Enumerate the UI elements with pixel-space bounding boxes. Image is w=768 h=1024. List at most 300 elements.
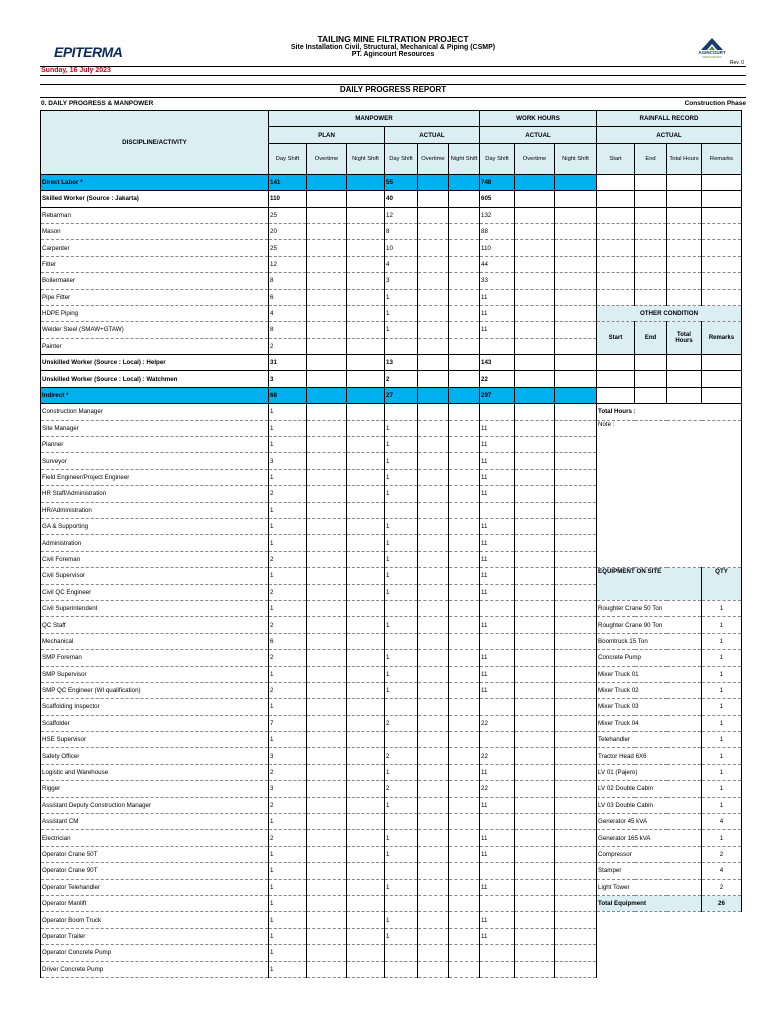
actual-night-shift xyxy=(449,338,480,354)
hours-night-shift xyxy=(555,518,597,534)
hours-night-shift xyxy=(555,732,597,748)
spacer xyxy=(597,945,742,961)
equipment-qty: 1 xyxy=(702,748,742,764)
actual-night-shift xyxy=(449,797,480,813)
column-header: Day Shift xyxy=(385,143,418,174)
plan-overtime xyxy=(307,781,347,797)
column-header: Remarks xyxy=(702,143,742,174)
plan-night-shift xyxy=(347,535,385,551)
actual-overtime xyxy=(418,797,449,813)
actual-overtime xyxy=(418,879,449,895)
equipment-qty: 4 xyxy=(702,863,742,879)
activity-name: Painter xyxy=(41,338,269,354)
hours-night-shift xyxy=(555,895,597,911)
plan-day-shift: 110 xyxy=(269,191,307,207)
plan-overtime xyxy=(307,404,347,420)
hours-night-shift xyxy=(555,240,597,256)
actual-overtime xyxy=(418,781,449,797)
hours-day-shift: 22 xyxy=(480,371,515,387)
hours-day-shift: 11 xyxy=(480,584,515,600)
plan-night-shift xyxy=(347,568,385,584)
rainfall-cell xyxy=(702,223,742,239)
rainfall-cell xyxy=(597,273,635,289)
other-condition-title: OTHER CONDITION xyxy=(597,305,742,321)
actual-day-shift: 1 xyxy=(385,420,418,436)
plan-night-shift xyxy=(347,338,385,354)
plan-day-shift: 7 xyxy=(269,715,307,731)
hours-day-shift: 11 xyxy=(480,420,515,436)
plan-day-shift: 6 xyxy=(269,289,307,305)
rainfall-cell xyxy=(597,223,635,239)
plan-day-shift: 8 xyxy=(269,273,307,289)
hours-overtime xyxy=(515,371,555,387)
equipment-qty: 1 xyxy=(702,633,742,649)
actual-night-shift xyxy=(449,682,480,698)
divider xyxy=(40,66,746,67)
actual-overtime xyxy=(418,535,449,551)
plan-night-shift xyxy=(347,240,385,256)
hours-day-shift: 11 xyxy=(480,486,515,502)
phase-label: Construction Phase xyxy=(684,100,746,107)
company-name: PT. Agincourt Resources xyxy=(351,51,435,58)
equipment-qty: 1 xyxy=(702,715,742,731)
hours-day-shift xyxy=(480,404,515,420)
table-row xyxy=(41,633,742,649)
plan-overtime xyxy=(307,633,347,649)
activity-name: Driver Concrete Pump xyxy=(41,961,269,977)
column-header: End xyxy=(635,143,667,174)
actual-night-shift xyxy=(449,535,480,551)
actual-overtime xyxy=(418,371,449,387)
actual-night-shift xyxy=(449,666,480,682)
hours-day-shift: 11 xyxy=(480,322,515,338)
plan-night-shift xyxy=(347,486,385,502)
table-row xyxy=(41,240,742,256)
actual-night-shift xyxy=(449,453,480,469)
plan-night-shift xyxy=(347,797,385,813)
actual-overtime xyxy=(418,961,449,977)
actual-overtime xyxy=(418,846,449,862)
plan-overtime xyxy=(307,666,347,682)
plan-overtime xyxy=(307,732,347,748)
rainfall-cell xyxy=(667,174,702,190)
plan-overtime xyxy=(307,863,347,879)
activity-name: Safety Officer xyxy=(41,748,269,764)
plan-day-shift: 1 xyxy=(269,568,307,584)
equipment-name: Generator 165 kVA xyxy=(597,830,702,846)
rainfall-cell xyxy=(667,191,702,207)
plan-night-shift xyxy=(347,174,385,190)
activity-name: Planner xyxy=(41,437,269,453)
hours-night-shift xyxy=(555,404,597,420)
plan-day-shift: 1 xyxy=(269,945,307,961)
hours-night-shift xyxy=(555,191,597,207)
actual-day-shift: 1 xyxy=(385,650,418,666)
activity-name: Indirect * xyxy=(41,387,269,403)
rainfall-cell xyxy=(667,273,702,289)
plan-day-shift: 1 xyxy=(269,912,307,928)
activity-name: Rebarman xyxy=(41,207,269,223)
table-row xyxy=(41,830,742,846)
activity-name: Mason xyxy=(41,223,269,239)
work-hours-header: WORK HOURS xyxy=(480,111,597,127)
hours-night-shift xyxy=(555,256,597,272)
hours-day-shift: 11 xyxy=(480,617,515,633)
plan-day-shift: 3 xyxy=(269,371,307,387)
plan-overtime xyxy=(307,617,347,633)
plan-overtime xyxy=(307,830,347,846)
actual-day-shift: 3 xyxy=(385,273,418,289)
plan-overtime xyxy=(307,814,347,830)
plan-overtime xyxy=(307,961,347,977)
table-row xyxy=(41,568,742,584)
actual-day-shift xyxy=(385,338,418,354)
activity-name: Operator Manlift xyxy=(41,895,269,911)
actual-overtime xyxy=(418,830,449,846)
hours-night-shift xyxy=(555,715,597,731)
report-date: Sunday, 16 July 2023 xyxy=(41,67,111,74)
hours-overtime xyxy=(515,699,555,715)
plan-day-shift: 2 xyxy=(269,797,307,813)
plan-overtime xyxy=(307,715,347,731)
hours-day-shift: 11 xyxy=(480,453,515,469)
hours-day-shift: 11 xyxy=(480,797,515,813)
actual-night-shift xyxy=(449,895,480,911)
equipment-title: EQUIPMENT ON SITE xyxy=(597,568,702,601)
divider xyxy=(40,97,746,98)
actual-overtime xyxy=(418,289,449,305)
hours-night-shift xyxy=(555,945,597,961)
table-row xyxy=(41,912,742,928)
actual-night-shift xyxy=(449,502,480,518)
table-row xyxy=(41,699,742,715)
hours-overtime xyxy=(515,895,555,911)
actual-overtime xyxy=(418,453,449,469)
table-row xyxy=(41,600,742,616)
plan-night-shift xyxy=(347,617,385,633)
project-subtitle: Site Installation Civil, Structural, Mechanical & Piping (CSMP) xyxy=(290,44,496,51)
note-label: Note : xyxy=(597,420,742,568)
actual-overtime xyxy=(418,273,449,289)
plan-night-shift xyxy=(347,879,385,895)
hours-overtime xyxy=(515,355,555,371)
plan-day-shift: 1 xyxy=(269,600,307,616)
hours-day-shift: 11 xyxy=(480,846,515,862)
plan-overtime xyxy=(307,207,347,223)
activity-name: Rigger xyxy=(41,781,269,797)
plan-overtime xyxy=(307,322,347,338)
plan-overtime xyxy=(307,945,347,961)
equipment-name: Tractor Head 6X6 xyxy=(597,748,702,764)
hours-day-shift: 11 xyxy=(480,535,515,551)
equipment-qty: 1 xyxy=(702,600,742,616)
plan-night-shift xyxy=(347,814,385,830)
activity-name: Administration xyxy=(41,535,269,551)
plan-overtime xyxy=(307,371,347,387)
rainfall-cell xyxy=(635,289,667,305)
actual-overtime xyxy=(418,945,449,961)
column-header: Overtime xyxy=(515,143,555,174)
equipment-qty: 1 xyxy=(702,617,742,633)
hours-day-shift xyxy=(480,732,515,748)
hours-night-shift xyxy=(555,797,597,813)
plan-night-shift xyxy=(347,863,385,879)
plan-night-shift xyxy=(347,437,385,453)
hours-day-shift xyxy=(480,863,515,879)
actual-overtime xyxy=(418,748,449,764)
hours-overtime xyxy=(515,945,555,961)
hours-night-shift xyxy=(555,371,597,387)
activity-name: SMP Foreman xyxy=(41,650,269,666)
rainfall-cell xyxy=(667,387,702,403)
rainfall-cell xyxy=(667,371,702,387)
hours-overtime xyxy=(515,420,555,436)
actual-overtime xyxy=(418,502,449,518)
rainfall-cell xyxy=(597,174,635,190)
table-row xyxy=(41,256,742,272)
plan-overtime xyxy=(307,273,347,289)
plan-day-shift: 1 xyxy=(269,469,307,485)
activity-name: Mechanical xyxy=(41,633,269,649)
activity-name: Site Manager xyxy=(41,420,269,436)
actual-day-shift: 2 xyxy=(385,748,418,764)
hours-overtime xyxy=(515,240,555,256)
equipment-qty: 1 xyxy=(702,797,742,813)
plan-overtime xyxy=(307,797,347,813)
table-row xyxy=(41,404,742,420)
table-row xyxy=(41,289,742,305)
activity-name: Civil Superintendent xyxy=(41,600,269,616)
plan-night-shift xyxy=(347,305,385,321)
actual-night-shift xyxy=(449,748,480,764)
hours-overtime xyxy=(515,863,555,879)
actual-day-shift: 1 xyxy=(385,289,418,305)
actual-overtime xyxy=(418,682,449,698)
plan-overtime xyxy=(307,650,347,666)
plan-day-shift: 1 xyxy=(269,895,307,911)
equipment-name: LV 01 (Pajero) xyxy=(597,764,702,780)
actual-overtime xyxy=(418,666,449,682)
other-condition-header: Start xyxy=(597,322,635,355)
actual-day-shift: 1 xyxy=(385,666,418,682)
hours-day-shift xyxy=(480,633,515,649)
actual-day-shift: 1 xyxy=(385,764,418,780)
plan-overtime xyxy=(307,928,347,944)
hours-day-shift xyxy=(480,600,515,616)
table-row xyxy=(41,420,742,436)
actual-day-shift: 2 xyxy=(385,715,418,731)
plan-overtime xyxy=(307,764,347,780)
plan-overtime xyxy=(307,568,347,584)
hours-night-shift xyxy=(555,535,597,551)
activity-name: Operator Boom Truck xyxy=(41,912,269,928)
plan-day-shift: 2 xyxy=(269,338,307,354)
hours-day-shift xyxy=(480,338,515,354)
rainfall-cell xyxy=(597,191,635,207)
actual-day-shift: 1 xyxy=(385,846,418,862)
plan-night-shift xyxy=(347,961,385,977)
actual-overtime xyxy=(418,338,449,354)
equipment-name: Roughter Crane 50 Ton xyxy=(597,600,702,616)
hours-overtime xyxy=(515,830,555,846)
hours-overtime xyxy=(515,748,555,764)
section-label: 0. DAILY PROGRESS & MANPOWER xyxy=(41,100,154,107)
plan-night-shift xyxy=(347,518,385,534)
table-row xyxy=(41,355,742,371)
plan-overtime xyxy=(307,551,347,567)
hours-night-shift xyxy=(555,928,597,944)
actual-night-shift xyxy=(449,650,480,666)
activity-name: QC Staff xyxy=(41,617,269,633)
column-header: Night Shift xyxy=(449,143,480,174)
agincourt-name: AGINCOURT xyxy=(698,50,726,55)
hours-overtime xyxy=(515,814,555,830)
hours-day-shift: 44 xyxy=(480,256,515,272)
table-row xyxy=(41,814,742,830)
activity-name: Fitter xyxy=(41,256,269,272)
table-row xyxy=(41,732,742,748)
actual-overtime xyxy=(418,240,449,256)
hours-night-shift xyxy=(555,682,597,698)
equipment-name: Compressor xyxy=(597,846,702,862)
plan-night-shift xyxy=(347,650,385,666)
actual-overtime xyxy=(418,600,449,616)
hours-overtime xyxy=(515,584,555,600)
actual-night-shift xyxy=(449,617,480,633)
activity-name: Boilermaker xyxy=(41,273,269,289)
activity-name: Civil QC Engineer xyxy=(41,584,269,600)
actual-night-shift xyxy=(449,846,480,862)
activity-name: Operator Telehandler xyxy=(41,879,269,895)
plan-overtime xyxy=(307,535,347,551)
plan-overtime xyxy=(307,600,347,616)
hours-overtime xyxy=(515,633,555,649)
plan-day-shift: 25 xyxy=(269,207,307,223)
table-row xyxy=(41,666,742,682)
hours-day-shift: 748 xyxy=(480,174,515,190)
table-row xyxy=(41,617,742,633)
rainfall-cell xyxy=(635,240,667,256)
actual-day-shift: 55 xyxy=(385,174,418,190)
plan-day-shift: 2 xyxy=(269,682,307,698)
hours-overtime xyxy=(515,256,555,272)
activity-name: Scaffolding Inspector xyxy=(41,699,269,715)
hours-day-shift: 143 xyxy=(480,355,515,371)
hours-overtime xyxy=(515,617,555,633)
plan-day-shift: 1 xyxy=(269,437,307,453)
equipment-qty: 4 xyxy=(702,814,742,830)
rainfall-cell xyxy=(667,289,702,305)
title-block xyxy=(40,34,746,58)
hours-night-shift xyxy=(555,600,597,616)
hours-overtime xyxy=(515,502,555,518)
actual-day-shift: 1 xyxy=(385,305,418,321)
table-row xyxy=(41,846,742,862)
hours-day-shift: 11 xyxy=(480,289,515,305)
activity-name: Carpenter xyxy=(41,240,269,256)
actual-night-shift xyxy=(449,879,480,895)
plan-day-shift: 2 xyxy=(269,584,307,600)
equipment-name: Mixer Truck 03 xyxy=(597,699,702,715)
actual-night-shift xyxy=(449,518,480,534)
equipment-qty: 1 xyxy=(702,732,742,748)
equipment-name: LV 03 Double Cabin xyxy=(597,797,702,813)
rainfall-cell xyxy=(635,256,667,272)
equipment-name: Mixer Truck 01 xyxy=(597,666,702,682)
plan-night-shift xyxy=(347,223,385,239)
plan-overtime xyxy=(307,584,347,600)
actual-night-shift xyxy=(449,715,480,731)
plan-night-shift xyxy=(347,633,385,649)
hours-day-shift xyxy=(480,814,515,830)
plan-night-shift xyxy=(347,732,385,748)
hours-overtime xyxy=(515,551,555,567)
activity-name: Unskilled Worker (Source : Local) : Helper xyxy=(41,355,269,371)
hours-night-shift xyxy=(555,846,597,862)
hours-overtime xyxy=(515,912,555,928)
actual-night-shift xyxy=(449,273,480,289)
plan-overtime xyxy=(307,387,347,403)
rain-actual-header: ACTUAL xyxy=(597,127,742,143)
plan-day-shift: 25 xyxy=(269,240,307,256)
hours-day-shift: 11 xyxy=(480,305,515,321)
equipment-name: LV 02 Double Cabin xyxy=(597,781,702,797)
actual-night-shift xyxy=(449,584,480,600)
plan-day-shift: 4 xyxy=(269,305,307,321)
rainfall-cell xyxy=(597,355,635,371)
actual-overtime xyxy=(418,486,449,502)
actual-night-shift xyxy=(449,305,480,321)
hours-night-shift xyxy=(555,863,597,879)
equipment-name: Mixer Truck 04 xyxy=(597,715,702,731)
rainfall-cell xyxy=(597,371,635,387)
actual-day-shift xyxy=(385,961,418,977)
hours-night-shift xyxy=(555,469,597,485)
plan-day-shift: 1 xyxy=(269,879,307,895)
plan-night-shift xyxy=(347,273,385,289)
plan-day-shift: 1 xyxy=(269,846,307,862)
report-title: DAILY PROGRESS REPORT xyxy=(339,85,447,94)
hours-night-shift xyxy=(555,814,597,830)
actual-day-shift: 2 xyxy=(385,781,418,797)
table-row xyxy=(41,879,742,895)
rainfall-cell xyxy=(635,174,667,190)
rainfall-cell xyxy=(635,371,667,387)
other-condition-header: Remarks xyxy=(702,322,742,355)
hours-day-shift: 110 xyxy=(480,240,515,256)
rainfall-cell xyxy=(667,355,702,371)
rainfall-cell xyxy=(597,289,635,305)
hours-night-shift xyxy=(555,584,597,600)
hours-day-shift xyxy=(480,895,515,911)
table-row xyxy=(41,781,742,797)
plan-overtime xyxy=(307,256,347,272)
actual-day-shift: 1 xyxy=(385,518,418,534)
actual-day-shift: 12 xyxy=(385,207,418,223)
equipment-name: Light Tower xyxy=(597,879,702,895)
actual-night-shift xyxy=(449,322,480,338)
activity-name: HDPE Piping xyxy=(41,305,269,321)
table-row xyxy=(41,223,742,239)
plan-night-shift xyxy=(347,764,385,780)
table-row xyxy=(41,371,742,387)
actual-day-shift: 1 xyxy=(385,830,418,846)
actual-night-shift xyxy=(449,469,480,485)
activity-name: HR Staff/Administration xyxy=(41,486,269,502)
actual-overtime xyxy=(418,895,449,911)
plan-night-shift xyxy=(347,551,385,567)
rainfall-cell xyxy=(667,207,702,223)
